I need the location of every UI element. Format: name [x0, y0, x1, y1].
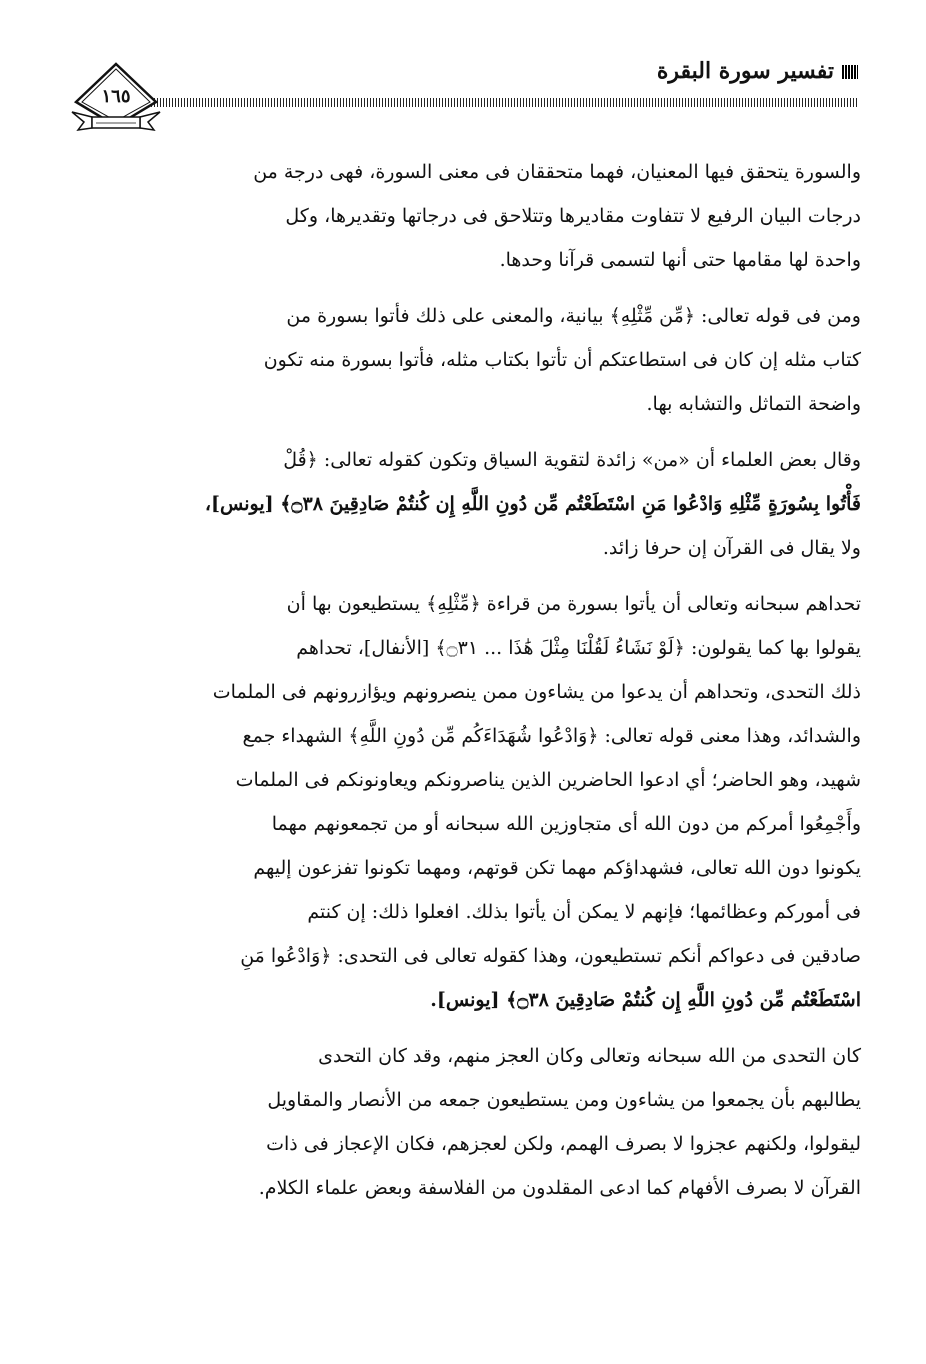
text-line: كان التحدى من الله سبحانه وتعالى وكان العجز منهم، وقد كان التحدى [318, 1045, 861, 1067]
text-line: شهيد، وهو الحاضر؛ أي ادعوا الحاضرين الذين يناصرونكم ويعاونونكم فى الملمات [235, 769, 861, 791]
running-header [66, 50, 858, 140]
quran-verse-line: فَأْتُوا بِسُورَةٍ مِّثْلِهِ وَادْعُوا مَنِ اسْتَطَعْتُم مِّن دُونِ اللَّهِ إِن كُنتُمْ صَادِقِينَ ۝٣٨﴾ [يونس]، [204, 493, 861, 515]
text-line: يطالبهم بأن يجمعوا من يشاءون ومن يستطيعون جمعه من الأنصار والمقاويل [267, 1089, 861, 1111]
text-line: تحداهم سبحانه وتعالى أن يأتوا بسورة من قراءة ﴿مِّثْلِهِ﴾ يستطيعون بها أن [286, 593, 861, 615]
text-line: كتاب مثله إن كان فى استطاعتكم أن تأتوا بكتاب مثله، فأتوا بسورة منه تكون [263, 349, 861, 371]
body-text [74, 150, 861, 1222]
text-line: والشدائد، وهذا معنى قوله تعالى: ﴿وَادْعُوا شُهَدَاءَكُم مِّن دُونِ اللَّهِ﴾ الشهداء جمع [242, 725, 861, 747]
paragraph-5 [74, 1034, 861, 1210]
text-line: فى أموركم وعظائمها؛ فإنهم لا يمكن أن يأتوا بذلك. افعلوا ذلك: إن كنتم [307, 901, 861, 923]
quran-verse-line: اسْتَطَعْتُم مِّن دُونِ اللَّهِ إِن كُنتُمْ صَادِقِينَ ۝٣٨﴾ [يونس]. [430, 989, 861, 1011]
text-line: ذلك التحدى، وتحداهم أن يدعوا من يشاءون ممن ينصرونهم ويؤازرونهم فى الملمات [212, 681, 861, 703]
text-line: درجات البيان الرفيع لا تتفاوت مقاديرها وتتلاحق فى درجاتها وتقديرها، وكل [285, 205, 861, 227]
text-line: ولا يقال فى القرآن إن حرفا زائد. [602, 537, 861, 559]
text-line: القرآن لا بصرف الأفهام كما ادعى المقلدون من الفلاسفة وبعض علماء الكلام. [258, 1177, 861, 1199]
text-line: يقولوا بها كما يقولون: ﴿لَوْ نَشَاءُ لَقُلْنَا مِثْلَ هَٰذَا ... ۝٣١﴾ [الأنفال]، تحداهم [296, 637, 861, 659]
text-line: وأَجْمِعُوا أمركم من دون الله أى متجاوزين الله سبحانه أو من تجمعونهم مهما [271, 813, 861, 835]
paragraph-3 [74, 438, 861, 570]
running-title [657, 58, 858, 84]
text-line: ومن فى قوله تعالى: ﴿مِّن مِّثْلِهِ﴾ بيانية، والمعنى على ذلك فأتوا بسورة من [286, 305, 861, 327]
header-rule [142, 98, 858, 107]
text-line: واضحة التماثل والتشابه بها. [646, 393, 861, 415]
text-line: وقال بعض العلماء أن «من» زائدة لتقوية السياق وتكون كقوله تعالى: ﴿قُلْ [283, 449, 861, 471]
running-title-text: تفسير سورة البقرة [656, 58, 834, 84]
title-bullet-icon [842, 65, 858, 79]
paragraph-1 [74, 150, 861, 282]
text-line: واحدة لها مقامها حتى أنها لتسمى قرآنا وحدها. [499, 249, 861, 271]
text-line: والسورة يتحقق فيها المعنيان، فهما متحققان فى معنى السورة، فهى درجة من [253, 161, 861, 183]
text-line: صادقين فى دعواكم أنكم تستطيعون، وهذا كقوله تعالى فى التحدى: ﴿وَادْعُوا مَنِ [240, 945, 861, 967]
page-number: ١٦٥ [101, 86, 131, 107]
text-line: ليقولوا، ولكنهم عجزوا لا بصرف الهمم، ولكن لعجزهم، فكان الإعجاز فى ذات [266, 1133, 861, 1155]
paragraph-4 [74, 582, 861, 1022]
paragraph-2 [74, 294, 861, 426]
text-line: يكونوا دون الله تعالى، فشهداؤكم مهما تكن قوتهم، ومهما تكونوا تفزعون إليهم [253, 857, 861, 879]
